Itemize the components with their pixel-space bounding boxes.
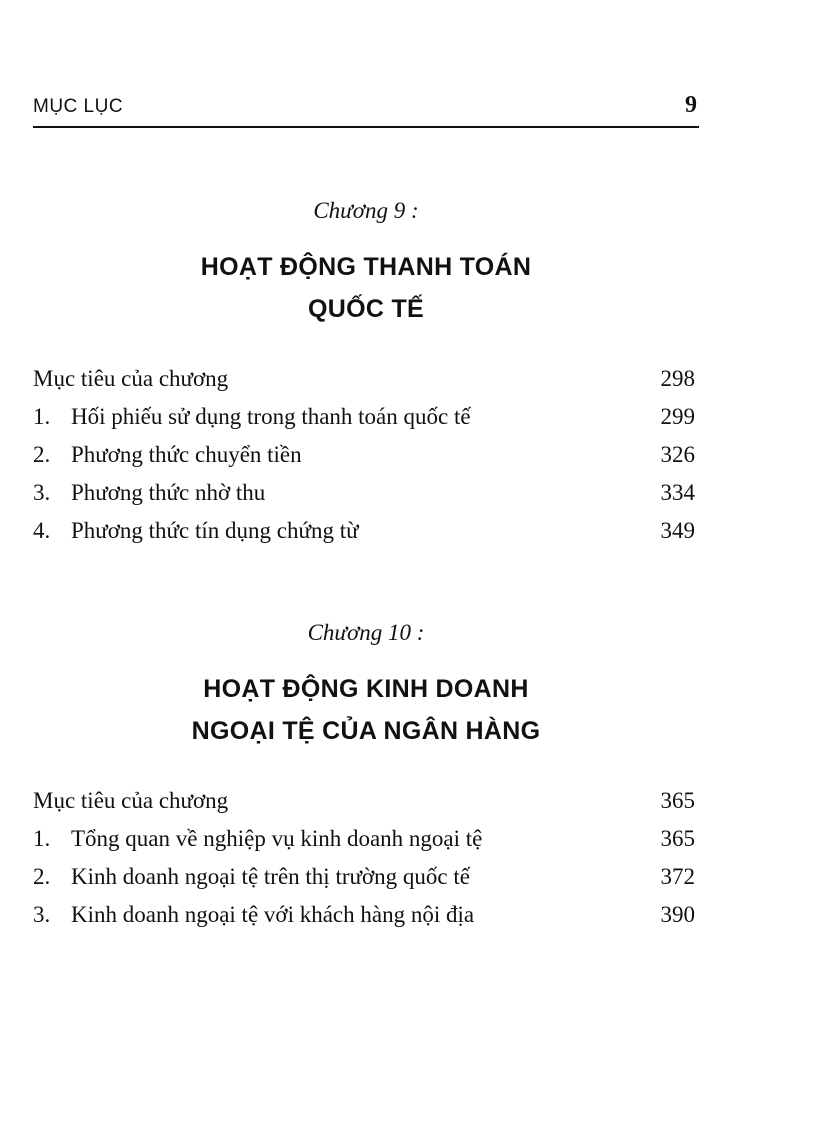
toc-entry-page: 365 xyxy=(660,788,695,813)
page-header xyxy=(33,92,699,128)
chapter-10-title xyxy=(0,668,732,752)
toc-entry-number: 3. xyxy=(33,902,51,927)
toc-entry-page: 334 xyxy=(660,480,695,505)
toc-entry-title: Tổng quan về nghiệp vụ kinh doanh ngoại tệ xyxy=(71,826,483,851)
toc-entry-title: Phương thức tín dụng chứng từ xyxy=(71,518,359,543)
toc-entry-title: Phương thức nhờ thu xyxy=(71,480,266,505)
toc-entry[interactable] xyxy=(33,820,695,858)
toc-entry[interactable] xyxy=(33,474,695,512)
chapter-title-line: HOẠT ĐỘNG THANH TOÁN xyxy=(200,253,532,281)
toc-entry-page: 390 xyxy=(660,902,695,927)
toc-entry-title: Mục tiêu của chương xyxy=(33,788,229,813)
toc-entry-title: Hối phiếu sử dụng trong thanh toán quốc tế xyxy=(71,404,471,429)
toc-entry-page: 372 xyxy=(660,864,695,889)
toc-entry-number: 1. xyxy=(33,826,51,851)
toc-entry[interactable] xyxy=(33,398,695,436)
chapter-9-toc xyxy=(33,360,695,550)
page-number: 9 xyxy=(685,92,697,118)
chapter-title-line: HOẠT ĐỘNG KINH DOANH xyxy=(203,675,529,703)
toc-entry-page: 326 xyxy=(660,442,695,467)
toc-entry-number: 4. xyxy=(33,518,51,543)
toc-entry[interactable] xyxy=(33,436,695,474)
chapter-9-label: Chương 9 : xyxy=(313,198,419,223)
toc-entry-page: 299 xyxy=(660,404,695,429)
toc-entry-number: 1. xyxy=(33,404,51,429)
toc-entry-number: 2. xyxy=(33,864,51,889)
chapter-10-toc xyxy=(33,782,695,934)
toc-entry[interactable] xyxy=(33,512,695,550)
toc-entry-number: 2. xyxy=(33,442,51,467)
toc-entry[interactable] xyxy=(33,782,695,820)
toc-entry-page: 298 xyxy=(660,366,695,391)
toc-entry-number: 3. xyxy=(33,480,51,505)
running-title: MỤC LỤC xyxy=(33,96,124,117)
chapter-title-line: QUỐC TẾ xyxy=(308,295,424,323)
chapter-title-line: NGOẠI TỆ CỦA NGÂN HÀNG xyxy=(191,717,541,745)
chapter-10-label: Chương 10 : xyxy=(307,620,425,645)
toc-entry[interactable] xyxy=(33,360,695,398)
toc-entry-page: 349 xyxy=(660,518,695,543)
toc-entry-page: 365 xyxy=(660,826,695,851)
toc-entry[interactable] xyxy=(33,896,695,934)
toc-entry[interactable] xyxy=(33,858,695,896)
toc-entry-title: Mục tiêu của chương xyxy=(33,366,229,391)
toc-entry-title: Kinh doanh ngoại tệ trên thị trường quốc tế xyxy=(71,864,470,889)
toc-entry-title: Kinh doanh ngoại tệ với khách hàng nội địa xyxy=(71,902,475,927)
toc-entry-title: Phương thức chuyển tiền xyxy=(71,442,302,467)
chapter-9-title xyxy=(0,246,732,330)
